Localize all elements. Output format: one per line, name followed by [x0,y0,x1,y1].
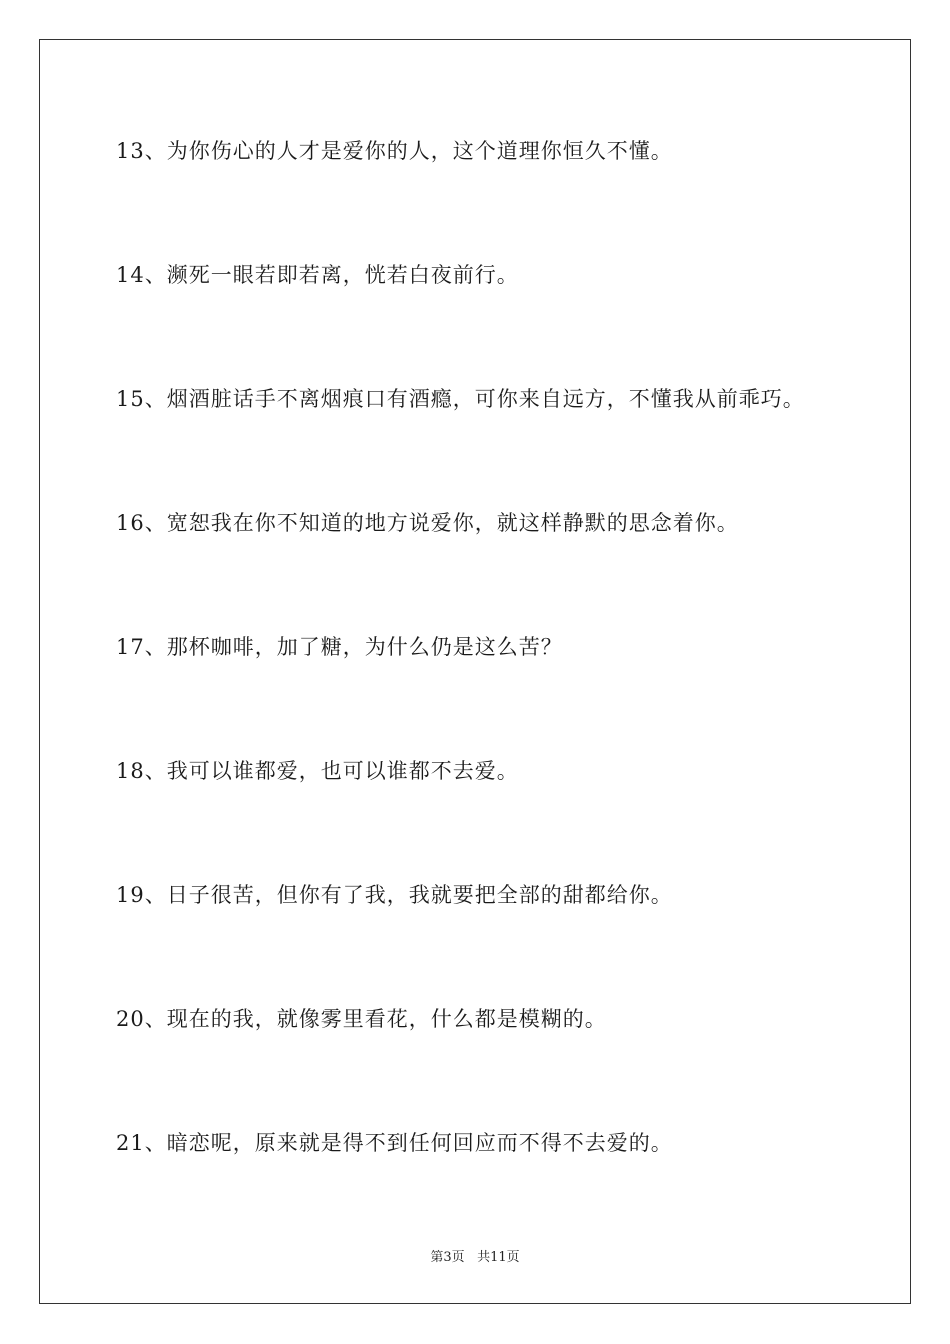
entry-16: 16、宽恕我在你不知道的地方说爱你，就这样静默的思念着你。 [116,511,739,535]
entry-20: 20、现在的我，就像雾里看花，什么都是模糊的。 [116,1007,607,1031]
page-number: 第3页 [430,1250,465,1265]
entry-21: 21、暗恋呢，原来就是得不到任何回应而不得不去爱的。 [116,1131,673,1155]
page-total: 共11页 [477,1250,520,1265]
page-border [39,39,911,1304]
entry-13: 13、为你伤心的人才是爱你的人，这个道理你恒久不懂。 [116,139,673,163]
entry-15: 15、烟酒脏话手不离烟痕口有酒瘾，可你来自远方，不懂我从前乖巧。 [116,387,805,411]
entry-18: 18、我可以谁都爱，也可以谁都不去爱。 [116,759,519,783]
entry-19: 19、日子很苦，但你有了我，我就要把全部的甜都给你。 [116,883,673,907]
entry-14: 14、濒死一眼若即若离，恍若白夜前行。 [116,263,519,287]
entry-17: 17、那杯咖啡，加了糖，为什么仍是这么苦？ [116,635,563,659]
page-footer [0,1246,950,1265]
